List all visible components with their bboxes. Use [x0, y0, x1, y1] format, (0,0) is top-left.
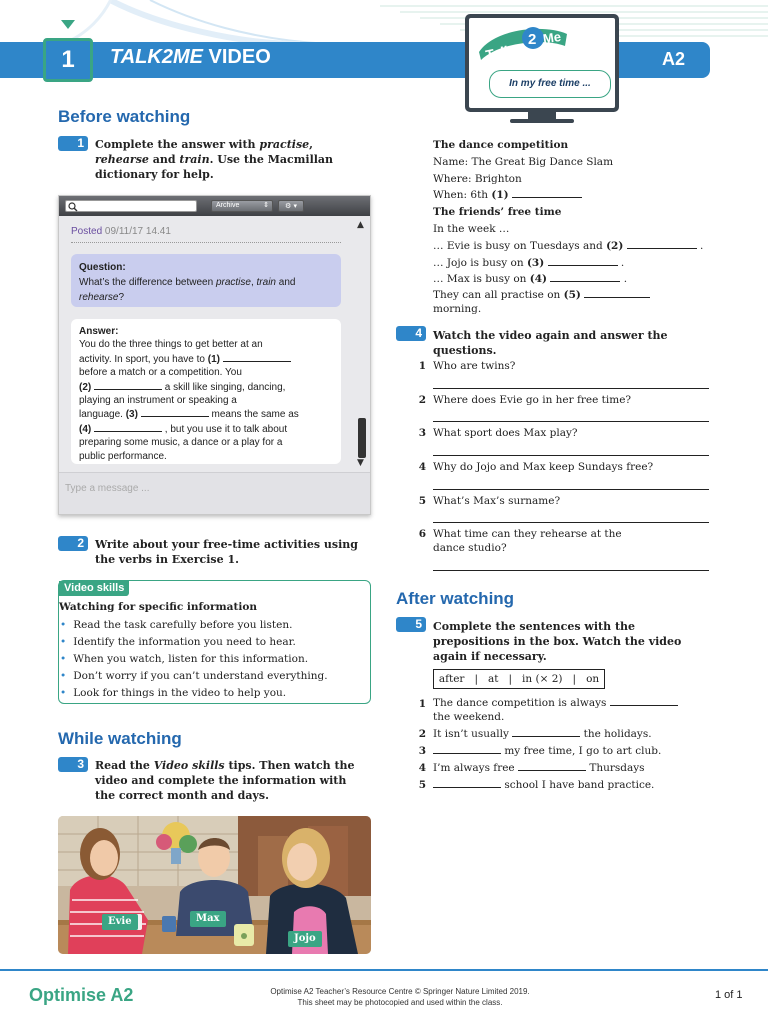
info-line: In the week …	[433, 222, 510, 235]
scroll-up-icon[interactable]: ▲	[357, 220, 364, 230]
answer-text: preparing some music, a dance or a play for a	[79, 437, 283, 449]
sentence: The dance competition is always the weekend.	[433, 696, 703, 724]
info-heading: The friends’ free time	[433, 206, 562, 219]
answer-blank-2	[94, 380, 162, 390]
sentence: my free time, I go to art club.	[433, 743, 661, 760]
question-text: What time can they rehearse at the dance studio?	[433, 528, 622, 554]
question-number: 1	[418, 360, 426, 372]
info-line: … Max is busy on (4) .	[433, 273, 628, 286]
info-line: When: 6th (1)	[433, 187, 733, 204]
chat-post-meta: Posted 09/11/17 14.41	[71, 226, 171, 237]
chat-divider	[71, 242, 341, 243]
list-item: • Read the task carefully before you listen.	[60, 617, 328, 634]
name-tag-max: Max	[190, 911, 226, 927]
sentence: school I have band practice.	[433, 777, 654, 794]
answer-blank-1	[223, 352, 291, 362]
footer-divider	[0, 969, 768, 971]
chat-toolbar	[59, 196, 370, 216]
question-text: What’s the difference between practise, train and rehearse?	[79, 277, 296, 303]
message-input[interactable]: Type a message ...	[59, 472, 370, 514]
chat-search-input[interactable]	[65, 200, 197, 212]
name-tag-evie: Evie	[102, 914, 138, 930]
answer-text: before a match or a competition. You	[79, 367, 242, 379]
exercise-4-instruction: Watch the video again and answer the questions.	[433, 329, 668, 357]
sentence: It isn’t usually the holidays.	[433, 728, 652, 740]
info-blank-4	[550, 272, 620, 282]
page-title	[110, 46, 271, 69]
answer-text: (2) a skill like singing, dancing,	[79, 381, 286, 393]
video-skills-title: Watching for specific information	[59, 601, 257, 613]
chat-window	[58, 195, 371, 515]
scroll-down-icon[interactable]: ▼	[357, 458, 364, 468]
header-decoration	[0, 0, 768, 47]
exercise-3-instruction: Read the Video skills tips. Then watch the video and complete the information with the correct month and days.	[95, 759, 355, 802]
sentence-blank	[518, 761, 586, 771]
exercise-3-number: 3	[58, 757, 88, 772]
answer-line	[433, 522, 709, 523]
exercise-2-number: 2	[58, 536, 88, 551]
info-blank-1	[512, 188, 582, 198]
sentence-blank	[512, 727, 580, 737]
video-still-photo	[58, 816, 371, 954]
info-line: Name: The Great Big Dance Slam	[433, 155, 614, 168]
video-still-illustration	[58, 816, 371, 954]
question-text: What sport does Max play?	[433, 427, 578, 439]
answer-line	[433, 421, 709, 422]
settings-dropdown[interactable]	[278, 200, 304, 212]
answer-blank-4	[94, 422, 162, 432]
unit-marker-icon	[61, 20, 75, 29]
exercise-1-number: 1	[58, 136, 88, 151]
answer-bubble	[71, 319, 341, 464]
video-skills-tag: Video skills	[59, 581, 129, 596]
heading-after-watching: After watching	[396, 589, 515, 608]
answer-line	[433, 489, 709, 490]
sentence-blank	[433, 744, 501, 754]
gear-icon: ⚙ ▾	[284, 202, 297, 210]
video-skills-list	[60, 617, 328, 702]
exercise-1-instruction: Complete the answer with practise, rehearse and train. Use the Macmillan dictionary for help.	[95, 138, 334, 181]
question-number: 6	[418, 528, 426, 540]
info-heading: The dance competition	[433, 139, 569, 151]
answer-line	[433, 455, 709, 456]
unit-number: 1	[43, 38, 93, 82]
svg-text:2: 2	[528, 31, 537, 48]
question-text: Who are twins?	[433, 360, 516, 372]
answer-text: (4) , but you use it to talk about	[79, 423, 288, 435]
question-number: 2	[418, 394, 426, 406]
exercise-2-instruction: Write about your free-time activities using the verbs in Exercise 1.	[95, 538, 358, 566]
footer-copyright: Optimise A2 Teacher’s Resource Centre © Springer Nature Limited 2019. This sheet may be photocopied and used within the class.	[270, 987, 530, 1007]
tv-foot	[510, 119, 574, 123]
sentence-number: 4	[418, 762, 426, 774]
answer-label: Answer:	[79, 326, 119, 337]
info-blank-2	[627, 239, 697, 249]
footer-brand: Optimise A2	[29, 985, 134, 1005]
answer-line	[433, 388, 709, 389]
question-text: Why do Jojo and Max keep Sundays free?	[433, 461, 654, 473]
question-label: Question:	[79, 262, 126, 273]
answer-blank-3	[141, 407, 209, 417]
info-blank-5	[584, 288, 650, 298]
question-text: What’s Max’s surname?	[433, 495, 561, 507]
tv-logo-frame	[465, 14, 619, 112]
info-blank-3	[548, 256, 618, 266]
search-icon	[68, 202, 78, 212]
answer-text: language. (3) means the same as	[79, 409, 299, 421]
archive-dropdown[interactable]: Archive ⇕	[211, 200, 273, 212]
exercise-5-instruction: Complete the sentences with the prepositions in the box. Watch the video again if necessary.	[433, 620, 682, 663]
info-line: Where: Brighton	[433, 172, 522, 185]
list-item: • Look for things in the video to help you.	[60, 685, 328, 702]
heading-while-watching: While watching	[58, 729, 182, 748]
updown-icon: ⇕	[263, 202, 269, 209]
question-number: 3	[418, 427, 426, 439]
sentence-blank	[610, 696, 678, 706]
sentence: I’m always free Thursdays	[433, 762, 645, 774]
question-number: 5	[418, 495, 426, 507]
competition-info	[433, 137, 733, 316]
title-rest: VIDEO	[202, 46, 271, 68]
question-text: Where does Evie go in her free time?	[433, 394, 632, 406]
list-item: • When you watch, listen for this information.	[60, 651, 328, 668]
sentence-number: 2	[418, 728, 426, 740]
svg-text:Talk: Talk	[484, 41, 514, 64]
sentence-number: 5	[418, 779, 426, 791]
answer-text: You do the three things to get better at an	[79, 339, 263, 351]
exercise-4-number: 4	[396, 326, 426, 341]
list-item: • Identify the information you need to hear.	[60, 634, 328, 651]
tv-subtitle: In my free time ...	[489, 70, 611, 98]
name-tag-jojo: Jojo	[288, 931, 322, 947]
title-brand: TALK2ME	[110, 46, 203, 68]
info-line: They can all practise on (5) morning.	[433, 288, 733, 316]
page-number: 1 of 1	[715, 989, 743, 1001]
level-badge: A2	[662, 49, 686, 69]
sentence-blank	[433, 778, 501, 788]
scrollbar-thumb[interactable]	[358, 418, 366, 458]
info-line: … Evie is busy on Tuesdays and (2) .	[433, 239, 704, 252]
info-line: … Jojo is busy on (3) .	[433, 256, 625, 269]
preposition-box: after | at | in (× 2) | on	[433, 669, 605, 689]
svg-text:Me: Me	[541, 28, 562, 47]
sentence-number: 1	[418, 698, 426, 710]
answer-text: public performance.	[79, 450, 167, 462]
answer-text: playing an instrument or speaking a	[79, 395, 237, 407]
tv-screen	[469, 18, 615, 108]
talk2me-logo	[475, 24, 571, 64]
question-number: 4	[418, 461, 426, 473]
exercise-5-number: 5	[396, 617, 426, 632]
list-item: • Don’t worry if you can’t understand everything.	[60, 668, 328, 685]
answer-text: activity. In sport, you have to (1)	[79, 352, 333, 366]
sentence-number: 3	[418, 745, 426, 757]
heading-before-watching: Before watching	[58, 107, 191, 126]
question-bubble	[71, 254, 341, 307]
answer-line	[433, 570, 709, 571]
